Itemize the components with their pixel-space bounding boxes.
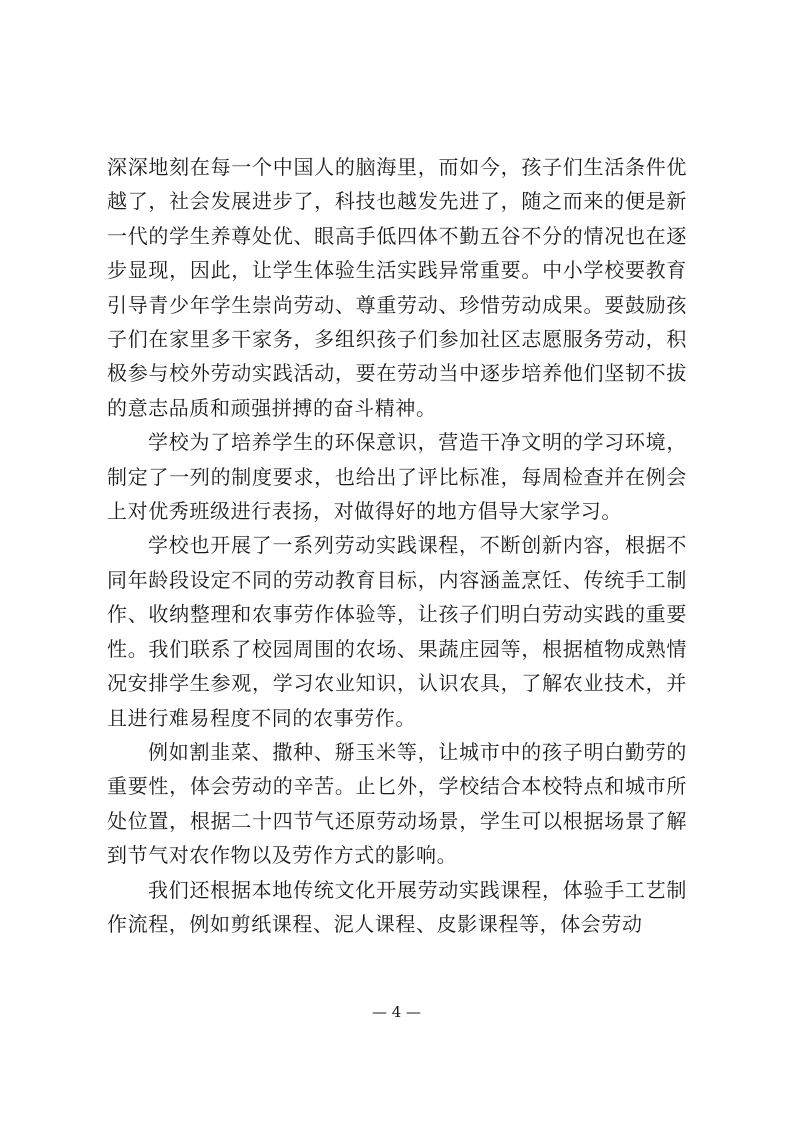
body-text [107,150,687,941]
paragraph-5: 我们还根据本地传统文化开展劳动实践课程，体验手工艺制作流程，例如剪纸课程、泥人课程、皮影课程等，体会劳动 [107,877,687,936]
paragraph-4: 例如割韭菜、撒种、掰玉米等，让城市中的孩子明白勤劳的重要性，体会劳动的辛苦。止匕外，学校结合本校特点和城市所处位置，根据二十四节气还原劳动场景，学生可以根据场景了解到节气对农作物以及劳作方式的影响。 [107,739,687,868]
paragraph-1: 深深地刻在每一个中国人的脑海里，而如今，孩子们生活条件优越了，社会发展进步了，科技也越发先进了，随之而来的便是新一代的学生养尊处优、眼高手低四体不勤五谷不分的情况也在逐步显现，因此，让学生体验生活实践异常重要。中小学校要教育引导青少年学生崇尚劳动、尊重劳动、珍惜劳动成果。要鼓励孩子们在家里多干家务，多组织孩子们参加社区志愿服务劳动，积极参与校外劳动实践活动，要在劳动当中逐步培养他们坚韧不拔的意志品质和顽强拼搏的奋斗精神。 [107,155,687,420]
paragraph-3: 学校也开展了一系列劳动实践课程，不断创新内容，根据不同年龄段设定不同的劳动教育目标，内容涵盖烹饪、传统手工制作、收纳整理和农事劳作体验等，让孩子们明白劳动实践的重要性。我们联系了校园周围的农场、果蔬庄园等，根据植物成熟情况安排学生参观，学习农业知识，认识农具，了解农业技术，并且进行难易程度不同的农事劳作。 [107,533,687,730]
page-number: — 4 — [371,1003,422,1021]
paragraph-2: 学校为了培养学生的环保意识，营造干净文明的学习环境，制定了一列的制度要求，也给出了评比标准，每周检查并在例会上对优秀班级进行表扬，对做得好的地方倡导大家学习。 [107,430,687,524]
